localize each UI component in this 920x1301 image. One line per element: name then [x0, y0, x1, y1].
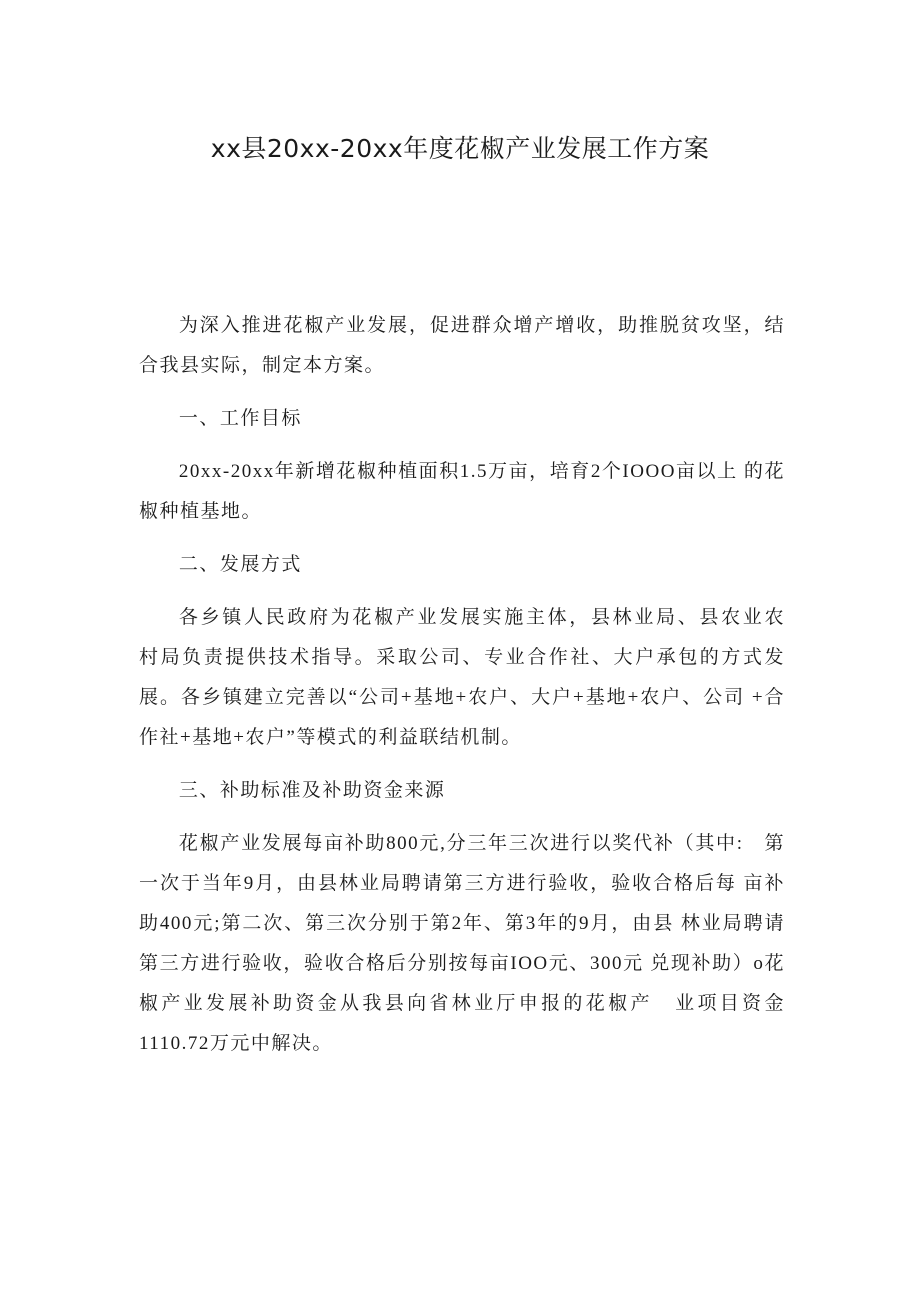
section-heading-methods: 二、发展方式: [178, 554, 302, 575]
paragraph-goals: 20xx-20xx年新增花椒种植面积1.5万亩，培育2个IOOO亩以上 的花椒种植基地。: [139, 461, 785, 522]
document-body: [139, 306, 806, 1064]
section-heading-subsidy: 三、补助标准及补助资金来源: [178, 780, 446, 801]
paragraph-subsidy: 花椒产业发展每亩补助800元,分三年三次进行以奖代补（其中: 第一次于当年9月，由县林业局聘请第三方进行验收，验收合格后每 亩补助400元;第二次、第三次分别于第2年、第3年的9月，由县 林业局聘请第三方进行验收，验收合格后分别按每亩IOO元、300元 兑现补助）o花椒产业发展补助资金从我县向省林业厅申报的花椒产 业项目资金1110.72万元中解决。: [139, 833, 785, 1054]
section-heading-goals: 一、工作目标: [178, 408, 302, 429]
paragraph-intro: 为深入推进花椒产业发展，促进群众增产增收，助推脱贫攻坚，结合我县实际，制定本方案。: [139, 315, 785, 376]
document-title: xx县20xx-20xx年度花椒产业发展工作方案: [210, 134, 710, 163]
paragraph-methods: 各乡镇人民政府为花椒产业发展实施主体，县林业局、县农业农 村局负责提供技术指导。采取公司、专业合作社、大户承包的方式发 展。各乡镇建立完善以“公司+基地+农户、大户+基地+农户、公司 +合作社+基地+农户”等模式的利益联结机制。: [139, 607, 806, 748]
